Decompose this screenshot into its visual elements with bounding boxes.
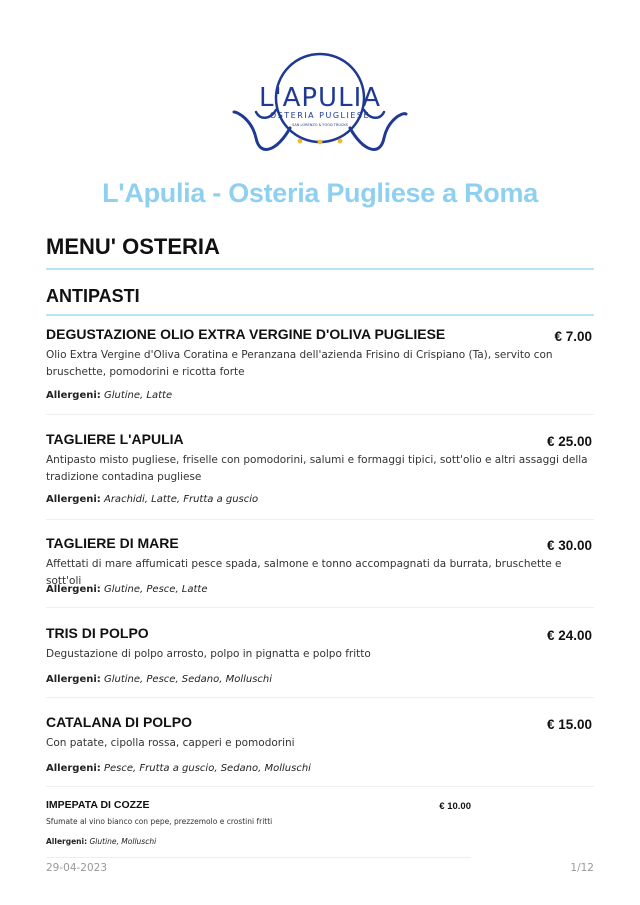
- item-price: € 30.00: [546, 538, 592, 553]
- allergens-value: Glutine, Latte: [103, 390, 173, 401]
- allergens-label: Allergeni:: [46, 837, 88, 846]
- item-name: DEGUSTAZIONE OLIO EXTRA VERGINE D'OLIVA PUGLIESE: [46, 326, 446, 342]
- item-name: IMPEPATA DI COZZE: [46, 799, 150, 811]
- site-title: L'Apulia - Osteria Pugliese a Roma: [102, 178, 538, 208]
- item-description: Antipasto misto pugliese, friselle con pomodorini, salumi e formaggi tipici, sott'olio e altri assaggi della tradizione contadina pugliese: [46, 454, 588, 483]
- allergens-value: Arachidi, Latte, Frutta a guscio: [103, 494, 259, 505]
- item-price: € 25.00: [546, 434, 592, 449]
- item-description: Affettati di mare affumicati pesce spada, salmone e tonno accompagnati da burrata, bruschette e sott'oli: [46, 558, 562, 587]
- item-price: € 15.00: [546, 717, 592, 732]
- item-allergens: [46, 763, 311, 774]
- allergens-label: Allergeni:: [46, 674, 101, 685]
- item-allergens: [46, 584, 208, 595]
- item-description: Degustazione di polpo arrosto, polpo in pignatta e polpo fritto: [46, 648, 371, 660]
- item-name: TRIS DI POLPO: [46, 625, 149, 641]
- item-price: € 7.00: [554, 329, 592, 344]
- item-allergens: [46, 494, 258, 505]
- menu-title: MENU' OSTERIA: [46, 234, 594, 270]
- allergens-value: Glutine, Pesce, Latte: [103, 584, 208, 595]
- item-allergens: [46, 837, 156, 846]
- menu-item: [46, 326, 594, 415]
- item-description: Con patate, cipolla rossa, capperi e pomodorini: [46, 737, 295, 749]
- item-allergens: [46, 674, 272, 685]
- allergens-value: Glutine, Molluschi: [89, 837, 157, 846]
- menu-item: [46, 535, 594, 608]
- allergens-value: Glutine, Pesce, Sedano, Molluschi: [103, 674, 273, 685]
- item-name: CATALANA DI POLPO: [46, 714, 192, 730]
- menu-item: [46, 714, 594, 787]
- allergens-label: Allergeni:: [46, 584, 101, 595]
- item-allergens: [46, 390, 172, 401]
- logo-dot-1: [298, 139, 303, 144]
- logo: [0, 40, 640, 170]
- item-description: Olio Extra Vergine d'Oliva Coratina e Peranzana dell'azienda Frisino di Crispiano (Ta), servito con bruschette, pomodorini e ricotta forte: [46, 349, 553, 378]
- item-price: € 10.00: [439, 801, 471, 812]
- logo-wordmark: L'APULIA: [258, 83, 382, 113]
- logo-subtitle: OSTERIA PUGLIESE: [269, 111, 371, 120]
- logo-emblem: [230, 40, 410, 165]
- page-number: 1/12: [570, 862, 594, 874]
- item-name: TAGLIERE DI MARE: [46, 535, 179, 551]
- logo-tagline: SAN LORENZO & FOOD TRUCKS: [292, 123, 348, 127]
- logo-dot-3: [338, 139, 343, 144]
- logo-dot-2: [318, 140, 323, 145]
- item-description: Sfumate al vino bianco con pepe, prezzemolo e crostini fritti: [46, 817, 273, 826]
- menu-item: [46, 799, 471, 858]
- allergens-label: Allergeni:: [46, 390, 101, 401]
- allergens-label: Allergeni:: [46, 494, 101, 505]
- allergens-value: Pesce, Frutta a guscio, Sedano, Molluschi: [103, 763, 311, 774]
- menu-item: [46, 625, 594, 698]
- section-title-antipasti: ANTIPASTI: [46, 286, 594, 316]
- allergens-label: Allergeni:: [46, 763, 101, 774]
- item-name: TAGLIERE L'APULIA: [46, 431, 184, 447]
- item-price: € 24.00: [546, 628, 592, 643]
- footer-date: 29-04-2023: [46, 862, 108, 874]
- menu-item: [46, 431, 594, 520]
